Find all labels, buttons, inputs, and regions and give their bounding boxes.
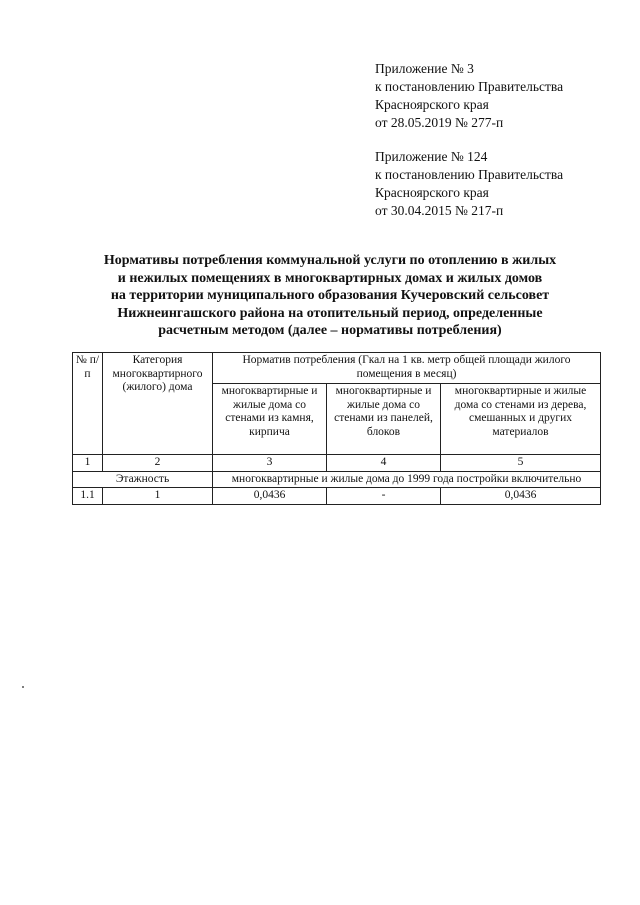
- title-line-1: Нормативы потребления коммунальной услуги по отоплению в жилых: [103, 253, 557, 268]
- col-number-cell: 4: [327, 455, 441, 472]
- appendix-block-1: [375, 60, 563, 132]
- appendix-block-2: [375, 148, 563, 220]
- title-line-2: и нежилых помещениях в многоквартирных домах и жилых домов: [117, 270, 543, 286]
- appendix-1-line-3: Красноярского края: [375, 97, 489, 112]
- norms-table: [72, 352, 601, 505]
- appendix-1-line-1: Приложение № 3: [375, 61, 474, 76]
- col-number-cell: 2: [103, 455, 213, 472]
- scan-speck: [22, 686, 24, 688]
- col-number-cell: 3: [213, 455, 327, 472]
- title-line-4: Нижнеингашского района на отопительный период, определенные: [117, 305, 543, 321]
- header-wood-cell: многоквартирные и жилые дома со стенами из дерева, смешанных и других материалов: [441, 384, 601, 455]
- title-line-3: на территории муниципального образования Кучеровский сельсовет: [110, 288, 550, 303]
- row-wood-cell: 0,0436: [441, 488, 601, 505]
- row-floors-cell: 1: [103, 488, 213, 505]
- table-header-row: [73, 353, 601, 384]
- section-text-cell: многоквартирные и жилые дома до 1999 года постройки включительно: [213, 471, 601, 488]
- row-panel-cell: -: [327, 488, 441, 505]
- appendix-2-line-1: Приложение № 124: [375, 149, 488, 164]
- appendix-2-line-4: от 30.04.2015 № 217-п: [375, 203, 504, 218]
- section-label-cell: Этажность: [73, 471, 213, 488]
- appendix-2-line-3: Красноярского края: [375, 185, 489, 200]
- appendix-1-line-2: к постановлению Правительства: [375, 79, 564, 94]
- appendix-2-line-2: к постановлению Правительства: [375, 167, 564, 182]
- appendix-1-line-4: от 28.05.2019 № 277-п: [375, 115, 504, 130]
- col-number-cell: 5: [441, 455, 601, 472]
- header-num-cell: № п/п: [73, 353, 103, 455]
- table-row: [73, 488, 601, 505]
- col-number-cell: 1: [73, 455, 103, 472]
- header-stone-cell: многоквартирные и жилые дома со стенами из камня, кирпича: [213, 384, 327, 455]
- header-norm-cell: Норматив потребления (Гкал на 1 кв. метр общей площади жилого помещения в месяц): [213, 353, 601, 384]
- header-category-cell: Категория многоквартирного (жилого) дома: [103, 353, 213, 455]
- row-stone-cell: 0,0436: [213, 488, 327, 505]
- row-num-cell: 1.1: [73, 488, 103, 505]
- column-number-row: [73, 455, 601, 472]
- title-line-5: расчетным методом (далее – нормативы потребления): [158, 323, 502, 338]
- document-title: [60, 252, 600, 340]
- section-row: [73, 471, 601, 488]
- header-panel-cell: многоквартирные и жилые дома со стенами из панелей, блоков: [327, 384, 441, 455]
